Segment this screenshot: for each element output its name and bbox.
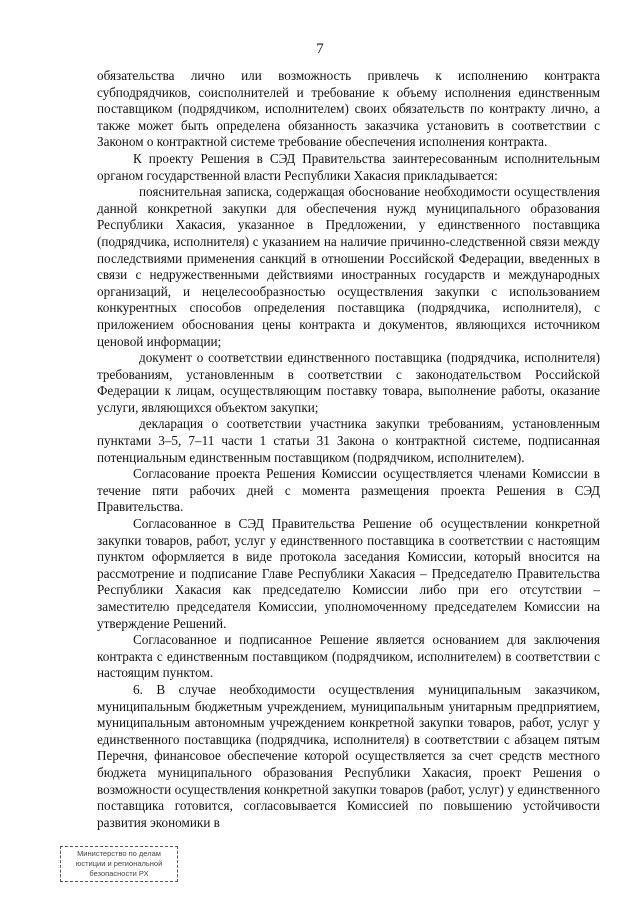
registration-stamp [60,846,178,882]
page-number: 7 [316,41,324,57]
paragraph: Согласованное и подписанное Решение является основанием для заключения контракта с единственным поставщиком (подрядчиком, исполнителем) в соответствии с настоящим пунктом. [97,632,600,681]
stamp-line: безопасности РХ [89,869,149,878]
stamp-line: Министерство по делам [77,849,161,858]
paragraph: документ о соответствии единственного поставщика (подрядчика, исполнителя) требованиям, установленным в соответствии с законодательством Российской Федерации к лицам, осуществляющим поставку товара, выполнение работы, оказание услуги, являющихся объектом закупки; [97,350,600,415]
paragraph: пояснительная записка, содержащая обоснование необходимости осуществления данной конкретной закупки для обеспечения нужд муниципального образования Республики Хакасия, указанное в Предложении, у единственного поставщика (подрядчика, исполнителя) с указанием на наличие причинно-следственной связи между последствиями применения санкций в отношении Российской Федерации, введенных в связи с недружественными действиями иностранных государств и международных организаций, и нецелесообразностью осуществления закупки с использованием конкурентных способов определения поставщика (подрядчика, исполнителя), с приложением обоснования цены контракта и документов, являющихся источником ценовой информации; [97,184,600,349]
paragraph: К проекту Решения в СЭД Правительства заинтересованным исполнительным органом государственной власти Республики Хакасия прикладывается: [97,150,600,183]
paragraph: Согласованное в СЭД Правительства Решение об осуществлении конкретной закупки товаров, работ, услуг у единственного поставщика в соответствии с настоящим пунктом оформляется в виде протокола заседания Комиссии, который вносится на рассмотрение и подписание Главе Республики Хакасия – Председателю Правительства Республики Хакасия как председателю Комиссии либо при его отсутствии – заместителю председателя Комиссии, уполномоченному председателем Комиссии на утверждение Решений. [97,516,600,631]
paragraph: обязательства лично или возможность привлечь к исполнению контракта субподрядчиков, соисполнителей и требование к объему исполнения единственным поставщиком (подрядчиком, исполнителем) своих обязательств по контракту лично, а также может быть определена обязанность заказчика установить в соответствии с Законом о контрактной системе требование обеспечения исполнения контракта. [97,68,600,150]
stamp-line: юстиции и региональной [75,859,163,868]
paragraph: декларация о соответствии участника закупки требованиям, установленным пунктами 3–5, 7–11 части 1 статьи 31 Закона о контрактной системе, подписанная потенциальным единственным поставщиком (подрядчиком, исполнителем). [97,416,600,465]
paragraph: Согласование проекта Решения Комиссии осуществляется членами Комиссии в течение пяти рабочих дней с момента размещения проекта Решения в СЭД Правительства. [97,466,600,515]
document-body [97,68,600,831]
paragraph: 6. В случае необходимости осуществления муниципальным заказчиком, муниципальным бюджетным учреждением, муниципальным унитарным предприятием, муниципальным автономным учреждением конкретной закупки товаров, работ, услуг у единственного поставщика (подрядчика, исполнителя) в соответствии с абзацем пятым Перечня, финансовое обеспечение которой осуществляется за счет средств местного бюджета муниципального образования Республики Хакасия, проект Решения о возможности осуществления конкретной закупки товаров (работ, услуг) у единственного поставщика готовится, согласовывается Комиссией по повышению устойчивости развития экономики в [97,681,600,830]
